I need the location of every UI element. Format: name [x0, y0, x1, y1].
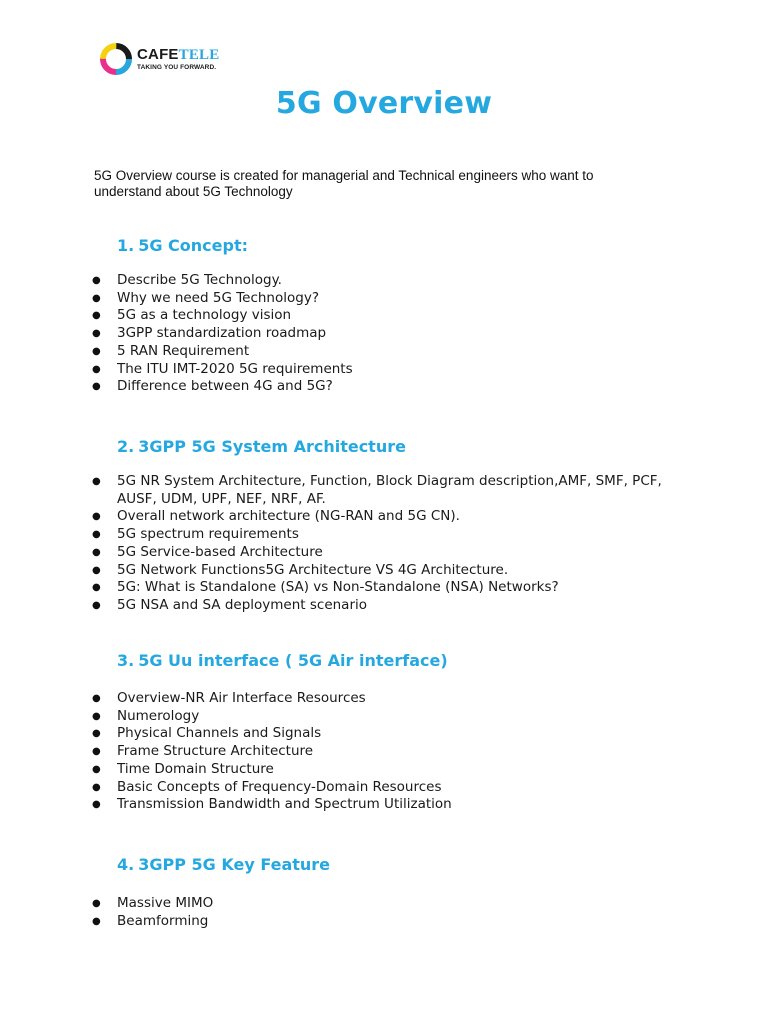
list-item-text: Basic Concepts of Frequency-Domain Resources: [117, 778, 442, 795]
bullet-icon: ●: [92, 476, 101, 487]
list-item: [90, 895, 680, 913]
list-item: [90, 562, 680, 580]
bullet-icon: ●: [92, 529, 101, 541]
bullet-icon: ●: [92, 310, 101, 322]
bullet-icon: ●: [92, 763, 101, 775]
list-item-text: Difference between 4G and 5G?: [117, 378, 333, 395]
section-title: 3GPP 5G System Architecture: [138, 437, 406, 456]
list-item: [90, 473, 680, 508]
list-item: [90, 708, 680, 726]
section-number: 1.: [117, 236, 135, 255]
cafetele-logo-icon: [99, 42, 133, 76]
intro-paragraph: 5G Overview course is created for managerial and Technical engineers who want to understand about 5G Technology: [94, 168, 594, 199]
list-item-text: Time Domain Structure: [117, 760, 274, 777]
logo-word-tele: TELE: [178, 47, 220, 63]
list-item-text: 5G: What is Standalone (SA) vs Non-Standalone (NSA) Networks?: [117, 579, 559, 596]
section-list-system-architecture: [90, 473, 680, 615]
list-item: [90, 544, 680, 562]
bullet-icon: ●: [92, 746, 101, 758]
logo-wordmark: [137, 47, 219, 63]
list-item: [90, 579, 680, 597]
bullet-icon: ●: [92, 345, 101, 357]
bullet-icon: ●: [92, 710, 101, 722]
page-title: 5G Overview: [275, 86, 493, 121]
bullet-icon: ●: [92, 511, 101, 523]
list-item-text: 5G as a technology vision: [117, 307, 292, 324]
bullet-icon: ●: [92, 898, 101, 909]
section-title: 3GPP 5G Key Feature: [138, 855, 331, 874]
section-list-5g-concept: [90, 272, 680, 396]
list-item: [90, 526, 680, 544]
bullet-icon: ●: [92, 781, 101, 793]
bullet-icon: ●: [92, 728, 101, 740]
section-title: 5G Concept:: [138, 236, 249, 255]
list-item: [90, 325, 680, 343]
list-item: [90, 743, 680, 761]
section-heading-system-architecture: [117, 437, 406, 456]
bullet-icon: ●: [92, 292, 101, 304]
section-list-uu-interface: [90, 690, 680, 814]
bullet-icon: ●: [92, 599, 101, 611]
list-item: [90, 725, 680, 743]
list-item-text: 3GPP standardization roadmap: [117, 325, 327, 342]
list-item: [90, 761, 680, 779]
list-item: [90, 307, 680, 325]
logo-word-cafe: CAFE: [137, 46, 179, 63]
list-item-text: Frame Structure Architecture: [117, 743, 314, 760]
list-item-text: Overall network architecture (NG-RAN and 5G CN).: [117, 508, 460, 525]
list-item-text: Beamforming: [117, 912, 209, 929]
bullet-icon: ●: [92, 546, 101, 558]
list-item: [90, 796, 680, 814]
list-item: [90, 690, 680, 708]
bullet-icon: ●: [92, 363, 101, 375]
list-item: [90, 290, 680, 308]
list-item-text: Physical Channels and Signals: [117, 725, 322, 742]
list-item-text: 5 RAN Requirement: [117, 342, 250, 359]
section-number: 4.: [117, 855, 135, 874]
section-number: 2.: [117, 437, 135, 456]
list-item-text: Why we need 5G Technology?: [117, 289, 319, 306]
list-item-text: Numerology: [117, 707, 200, 724]
bullet-icon: ●: [92, 693, 101, 704]
list-item: [90, 913, 680, 931]
bullet-icon: ●: [92, 799, 101, 811]
list-item: [90, 508, 680, 526]
section-title: 5G Uu interface ( 5G Air interface): [138, 651, 448, 670]
list-item-text: Massive MIMO: [117, 895, 214, 911]
company-logo: [99, 42, 229, 78]
bullet-icon: ●: [92, 328, 101, 340]
section-heading-key-feature: [117, 855, 330, 874]
list-item-text: The ITU IMT-2020 5G requirements: [117, 360, 353, 377]
bullet-icon: ●: [92, 915, 101, 927]
list-item-text: Overview-NR Air Interface Resources: [117, 690, 366, 706]
list-item-text: Describe 5G Technology.: [117, 272, 282, 288]
bullet-icon: ●: [92, 582, 101, 594]
section-heading-uu-interface: [117, 651, 448, 670]
section-number: 3.: [117, 651, 135, 670]
list-item: [90, 361, 680, 379]
list-item-text: 5G NSA and SA deployment scenario: [117, 596, 368, 613]
list-item: [90, 779, 680, 797]
list-item-text: 5G spectrum requirements: [117, 526, 299, 543]
list-item-text: 5G Service-based Architecture: [117, 543, 323, 560]
list-item: [90, 343, 680, 361]
section-list-key-feature: [90, 895, 680, 930]
section-heading-5g-concept: [117, 236, 248, 255]
list-item: [90, 378, 680, 396]
bullet-icon: ●: [92, 275, 101, 286]
list-item-text: Transmission Bandwidth and Spectrum Utilization: [117, 796, 452, 813]
bullet-icon: ●: [92, 381, 101, 393]
bullet-icon: ●: [92, 564, 101, 576]
list-item-text: 5G Network Functions5G Architecture VS 4G Architecture.: [117, 561, 509, 578]
list-item: [90, 272, 680, 290]
list-item: [90, 597, 680, 615]
list-item-text: 5G NR System Architecture, Function, Block Diagram description,AMF, SMF, PCF, AUSF, UDM, UPF, NEF, NRF, AF.: [117, 473, 662, 507]
logo-tagline: TAKING YOU FORWARD.: [137, 64, 217, 71]
